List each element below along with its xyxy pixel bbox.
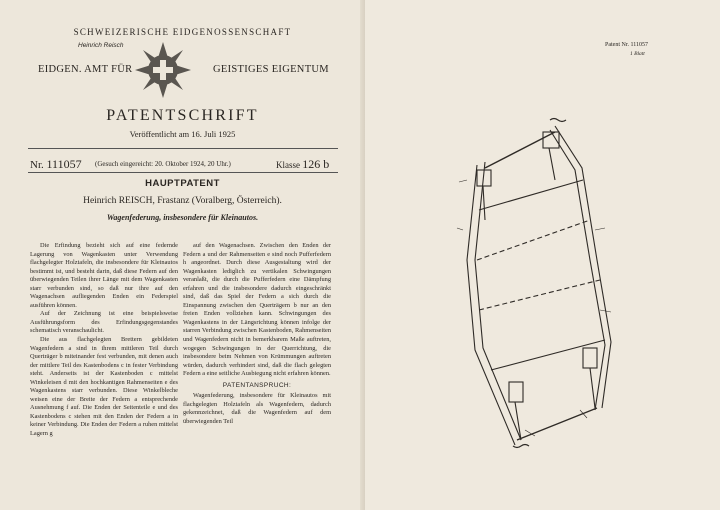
wagon-suspension-drawing — [455, 110, 615, 460]
paragraph: Auf der Zeichnung ist eine beispielsweise Ausführungsform des Erfindungsgegenstandes schematisch veranschaulicht. — [30, 310, 178, 335]
text-column-2 — [183, 242, 331, 426]
drawing-inventor-name: Heinrich Reisch — [78, 42, 124, 49]
swiss-cross-emblem-icon — [135, 42, 191, 98]
filing-date: (Gesuch eingereicht: 20. Oktober 1924, 20 Uhr.) — [95, 160, 231, 168]
publication-date: Veröffentlicht am 16. Juli 1925 — [129, 129, 236, 139]
inventor: Heinrich REISCH, Frastanz (Voralberg, Österreich). — [83, 196, 282, 206]
divider-top — [28, 148, 338, 149]
office-name-right: GEISTIGES EIGENTUM — [213, 64, 329, 75]
patent-class — [276, 157, 329, 172]
drawing-patent-ref: Patent Nr. 111057 — [605, 42, 649, 48]
office-name-left: EIDGEN. AMT FÜR — [38, 64, 133, 75]
claim-text: Wagenfederung, insbesondere für Kleinautos mit flachgelegten Holztafeln als Wagenfedern, dadurch gekennzeichnet, daß die Wagenfedern auf dem überwiegenden Teil — [183, 392, 331, 425]
drawing-sheet-count: 1 Blatt — [630, 51, 645, 57]
class-label: Klasse — [276, 160, 300, 170]
document-title: PATENTSCHRIFT — [106, 107, 259, 124]
patent-number-value: 111057 — [46, 157, 82, 171]
claims-heading: PATENTANSPRUCH: — [222, 381, 292, 389]
paragraph: Die aus flachgelegten Brettern gebildeten Wagenfedern a sind in ihrem mittleren Teil durch Querträger b miteinander fest verbunden, mit denen auch der mittlere Teil des Kastenbodens c in fester Verbindung steht. Anderseits ist der Kastenboden c mittelst Winkeleisen d mit den hochkantigen Rahmenseiten e des Wagenkastens starr verbunden. Diese Winkelbleche weisen eine der Breite der Federn a entsprechende Ausnehmung f auf. Die Enden der Seitenteile e und des Kastenbodens c stehen mit den Enden der Federn a in keiner Verbindung. Die Enden der Federn a ruhen mittelst Lagern g — [30, 336, 178, 438]
text-column-1 — [30, 242, 178, 439]
paragraph: Die Erfindung bezieht sich auf eine federnde Lagerung von Wagenkasten unter Verwendung flachgelegter Holztafeln, die insbesondere für Kleinautos bestimmt ist, und besteht darin, daß diese Federn auf den überwiegenden Teilen ihrer Länge mit dem Wagenkasten starr verbunden sind, so daß nur ihre auf den Wagenachsen aufliegenden Enden ein Federspiel ausführen können. — [30, 242, 178, 309]
patent-type: HAUPTPATENT — [145, 178, 220, 189]
paragraph: auf den Wagenachsen. Zwischen den Enden der Federn a und der Rahmenseiten e sind noch Pufferfedern h angeordnet. Durch diese Ausgestaltung wird der Wagenkasten lediglich zu vertikalen Schwingungen veranlaßt, die durch die Pufferfedern eine Dämpfung erfahren und die insbesondere dadurch eingeschränkt sind, daß das Spiel der Federn a sich durch die Einspannung zwischen den Querträgern b nur an den freien Enden vollziehen kann. Schwingungen des Wagenkastens in der Längsrichtung können infolge der starren Verbindung zwischen Kastenboden, Rahmenseiten und Wagenfedern nicht in bemerkbarem Maße auftreten, wogegen Schwingungen in der Querrichtung, die insbesondere beim Nehmen von Krümmungen auftreten würden, dadurch verhindert sind, daß die flach gelegten Federn a eine seitliche Ausbiegung nicht erfahren können. — [183, 242, 331, 378]
class-value: 126 b — [302, 157, 330, 171]
patent-number — [30, 157, 82, 172]
patent-number-label: Nr. — [30, 159, 44, 171]
patent-subject: Wagenfederung, insbesondere für Kleinautos. — [106, 213, 259, 222]
divider-bottom — [28, 172, 338, 173]
confederation-header: SCHWEIZERISCHE EIDGENOSSENSCHAFT — [73, 27, 292, 37]
